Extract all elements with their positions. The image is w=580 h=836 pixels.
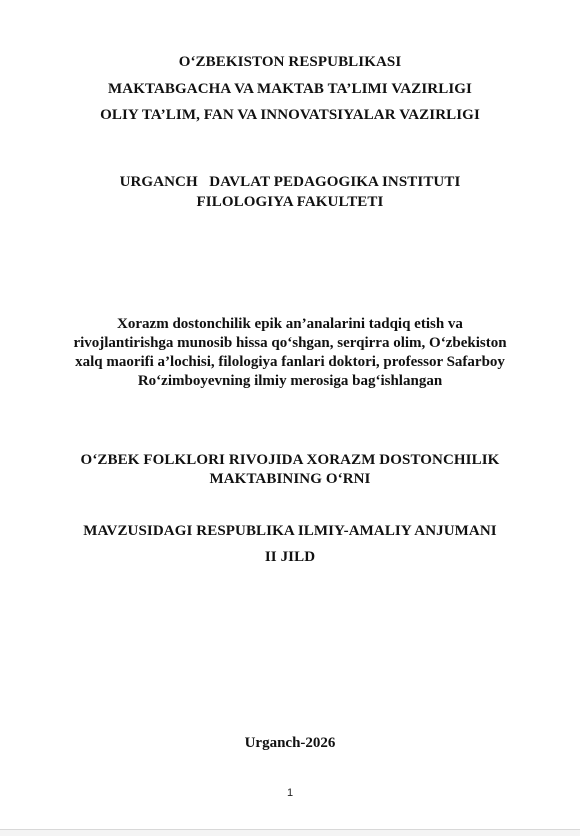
volume-label: II JILD [264, 549, 316, 565]
institute-name: URGANCH DAVLAT PEDAGOGIKA INSTITUTI [119, 174, 461, 190]
page-number: 1 [286, 787, 294, 799]
dedication-line-2: rivojlantirishga munosib hissa qo‘shgan, serqirra olim, O‘zbekiston [73, 335, 507, 351]
city-year: Urganch-2026 [244, 735, 336, 751]
page-bottom-strip [0, 830, 580, 836]
header-ministry-higher-education: OLIY TA’LIM, FAN VA INNOVATSIYALAR VAZIRLIGI [100, 107, 480, 123]
faculty-name: FILOLOGIYA FAKULTETI [196, 194, 384, 210]
conference-title-line-2: MAKTABINING O‘RNI [209, 471, 371, 487]
header-ministry-preschool: MAKTABGACHA VA MAKTAB TA’LIMI VAZIRLIGI [108, 81, 472, 97]
dedication-line-1: Xorazm dostonchilik epik an’analarini tadqiq etish va [117, 316, 463, 332]
conference-type: MAVZUSIDAGI RESPUBLIKA ILMIY-AMALIY ANJUMANI [83, 523, 497, 539]
conference-title-line-1: O‘ZBEK FOLKLORI RIVOJIDA XORAZM DOSTONCHILIK [80, 452, 500, 468]
dedication-line-3: xalq maorifi a’lochisi, filologiya fanlari doktori, professor Safarboy [75, 354, 505, 370]
header-country: O‘ZBEKISTON RESPUBLIKASI [178, 54, 402, 70]
dedication-line-4: Ro‘zimboyevning ilmiy merosiga bag‘ishlangan [137, 373, 443, 389]
